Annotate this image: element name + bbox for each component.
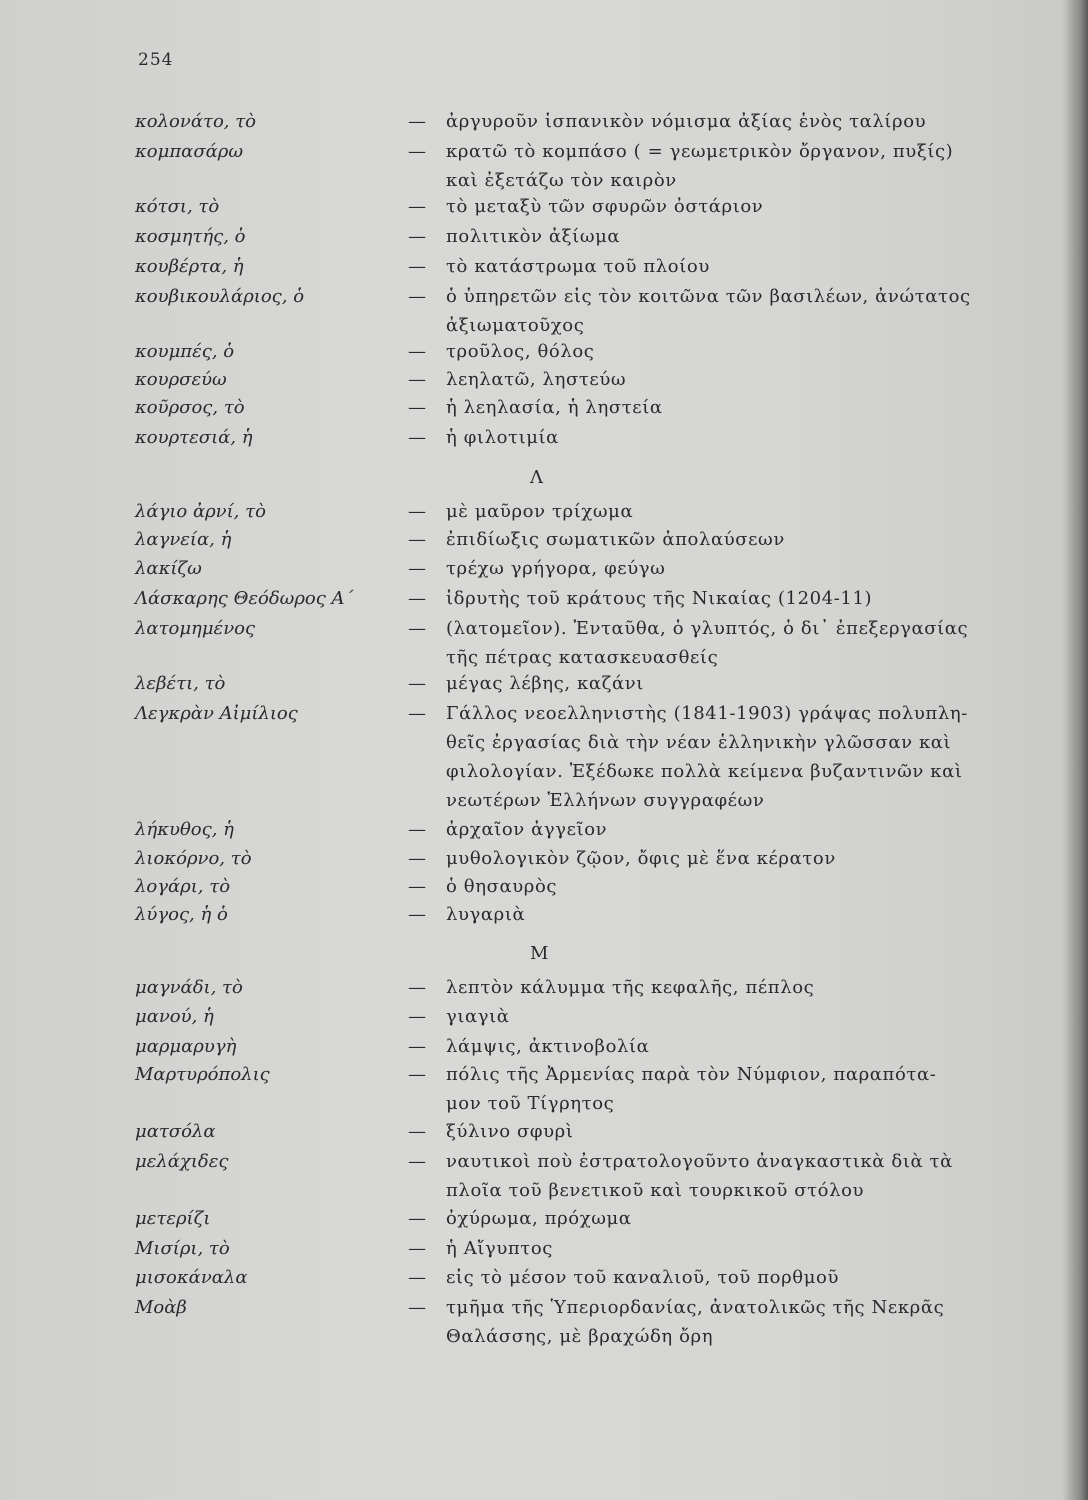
entry-definition: τροῦλος, θόλος xyxy=(446,341,595,362)
glossary-entry xyxy=(0,702,1088,811)
glossary-entry xyxy=(0,285,1088,336)
entry-definition: ἡ φιλοτιμία xyxy=(446,427,559,448)
entry-definition-continuation: μον τοῦ Τίγρητος xyxy=(446,1093,615,1114)
glossary-entry xyxy=(0,396,1088,426)
entry-definition-continuation: ἀξιωματοῦχος xyxy=(446,315,585,336)
entry-dash: — xyxy=(408,1267,426,1288)
glossary-entry xyxy=(0,1120,1088,1150)
glossary-entry xyxy=(0,340,1088,370)
glossary-entry xyxy=(0,557,1088,587)
entry-definition: λυγαριὰ xyxy=(446,904,526,925)
entry-dash: — xyxy=(408,618,426,639)
entry-dash: — xyxy=(408,529,426,550)
entry-definition: ἡ λεηλασία, ἡ ληστεία xyxy=(446,397,663,418)
glossary-entry xyxy=(0,225,1088,255)
entry-definition-continuation: πλοῖα τοῦ βενετικοῦ καὶ τουρκικοῦ στόλου xyxy=(446,1180,865,1201)
entry-dash: — xyxy=(408,904,426,925)
entry-term: μαγνάδι, τὸ xyxy=(135,977,243,998)
entry-dash: — xyxy=(408,196,426,217)
entry-term: λογάρι, τὸ xyxy=(135,876,231,897)
entry-definition: λάμψις, ἀκτινοβολία xyxy=(446,1036,650,1057)
entry-dash: — xyxy=(408,1064,426,1085)
entry-dash: — xyxy=(408,848,426,869)
entry-definition: τρέχω γρήγορα, φεύγω xyxy=(446,558,666,579)
entry-definition: ὁ θησαυρὸς xyxy=(446,876,558,897)
glossary-entry xyxy=(0,1237,1088,1267)
entry-dash: — xyxy=(408,226,426,247)
glossary-entry xyxy=(0,976,1088,1006)
glossary-entry xyxy=(0,500,1088,530)
entry-dash: — xyxy=(408,427,426,448)
entry-definition: ὀχύρωμα, πρόχωμα xyxy=(446,1208,632,1229)
entry-dash: — xyxy=(408,819,426,840)
entry-term: μαρμαρυγὴ xyxy=(135,1036,237,1057)
entry-dash: — xyxy=(408,1238,426,1259)
entry-term: κότσι, τὸ xyxy=(135,196,220,217)
entry-definition: λεηλατῶ, ληστεύω xyxy=(446,369,627,390)
entry-term: λήκυθος, ἡ xyxy=(135,819,234,840)
entry-term: λάγιο ἀρνί, τὸ xyxy=(135,501,266,522)
entry-definition: Γάλλος νεοελληνιστὴς (1841-1903) γράψας πολυπλη- xyxy=(446,703,968,724)
glossary-entry xyxy=(0,528,1088,558)
entry-term: κομπασάρω xyxy=(135,141,244,162)
entry-dash: — xyxy=(408,141,426,162)
entry-dash: — xyxy=(408,369,426,390)
entry-term: κουρσεύω xyxy=(135,369,227,390)
entry-term: λύγος, ἡ ὁ xyxy=(135,904,228,925)
entry-definition: μὲ μαῦρον τρίχωμα xyxy=(446,501,634,522)
entry-definition: κρατῶ τὸ κομπάσο ( = γεωμετρικὸν ὄργανον, πυξίς) xyxy=(446,141,954,162)
glossary-entry xyxy=(0,587,1088,617)
entry-definition: τὸ κατάστρωμα τοῦ πλοίου xyxy=(446,256,710,277)
entry-dash: — xyxy=(408,1151,426,1172)
entry-definition: τὸ μεταξὺ τῶν σφυρῶν ὀστάριον xyxy=(446,196,764,217)
entry-definition: πόλις τῆς Ἀρμενίας παρὰ τὸν Νύμφιον, παραπότα- xyxy=(446,1064,937,1085)
entry-term: Λεγκρὰν Αἰμίλιος xyxy=(135,703,298,724)
entry-term: λακίζω xyxy=(135,558,202,579)
glossary-entry xyxy=(0,1207,1088,1237)
glossary-entry xyxy=(0,617,1088,668)
page-number: 254 xyxy=(138,50,174,70)
entry-dash: — xyxy=(408,1297,426,1318)
entry-definition: ἀργυροῦν ἱσπανικὸν νόμισμα ἀξίας ἑνὸς ταλίρου xyxy=(446,111,927,132)
entry-term: κουμπές, ὁ xyxy=(135,341,235,362)
entry-definition: ἀρχαῖον ἀγγεῖον xyxy=(446,819,608,840)
glossary-entry xyxy=(0,426,1088,456)
entry-dash: — xyxy=(408,876,426,897)
entry-term: λιοκόρνο, τὸ xyxy=(135,848,252,869)
entry-dash: — xyxy=(408,1121,426,1142)
glossary-entry xyxy=(0,1150,1088,1201)
glossary-entry xyxy=(0,1296,1088,1347)
section-letter-heading: Μ xyxy=(530,943,549,964)
entry-dash: — xyxy=(408,341,426,362)
entry-term: λαγνεία, ἡ xyxy=(135,529,232,550)
entry-term: κουβέρτα, ἡ xyxy=(135,256,244,277)
entry-term: κουβικουλάριος, ὁ xyxy=(135,286,305,307)
entry-definition: ναυτικοὶ ποὺ ἐστρατολογοῦντο ἀναγκαστικὰ διὰ τὰ xyxy=(446,1151,953,1172)
glossary-entry xyxy=(0,140,1088,191)
entry-definition-continuation: Θαλάσσης, μὲ βραχώδη ὄρη xyxy=(446,1326,714,1347)
glossary-entry xyxy=(0,110,1088,140)
entry-definition: μέγας λέβης, καζάνι xyxy=(446,673,644,694)
glossary-entry xyxy=(0,847,1088,877)
entry-dash: — xyxy=(408,397,426,418)
entry-definition: ἱδρυτὴς τοῦ κράτους τῆς Νικαίας (1204-11) xyxy=(446,588,873,609)
entry-definition: μυθολογικὸν ζῷον, ὄφις μὲ ἕνα κέρατον xyxy=(446,848,836,869)
entry-definition: ἡ Αἴγυπτος xyxy=(446,1238,553,1259)
entry-term: Μαρτυρόπολις xyxy=(135,1064,270,1085)
entry-definition: ὁ ὑπηρετῶν εἰς τὸν κοιτῶνα τῶν βασιλέων, ἀνώτατος xyxy=(446,286,971,307)
entry-dash: — xyxy=(408,1208,426,1229)
glossary-entry xyxy=(0,903,1088,933)
entry-term: κοῦρσος, τὸ xyxy=(135,397,245,418)
entry-dash: — xyxy=(408,256,426,277)
glossary-entry xyxy=(0,368,1088,398)
glossary-entry xyxy=(0,818,1088,848)
entry-definition: εἰς τὸ μέσον τοῦ καναλιοῦ, τοῦ πορθμοῦ xyxy=(446,1267,839,1288)
entry-term: λεβέτι, τὸ xyxy=(135,673,226,694)
entry-term: Λάσκαρης Θεόδωρος Α΄ xyxy=(135,588,354,609)
entry-definition-continuation: φιλολογίαν. Ἐξέδωκε πολλὰ κείμενα βυζαντινῶν καὶ xyxy=(446,761,963,782)
entry-definition-continuation: τῆς πέτρας κατασκευασθείς xyxy=(446,647,719,668)
glossary-entry xyxy=(0,672,1088,702)
entry-term: κουρτεσιά, ἡ xyxy=(135,427,253,448)
entry-dash: — xyxy=(408,673,426,694)
entry-definition: γιαγιὰ xyxy=(446,1006,510,1027)
entry-definition: (λατομεῖον). Ἐνταῦθα, ὁ γλυπτός, ὁ δι᾽ ἐπεξεργασίας xyxy=(446,618,969,639)
entry-term: ματσόλα xyxy=(135,1121,216,1142)
entry-dash: — xyxy=(408,1036,426,1057)
glossary-entry xyxy=(0,1266,1088,1296)
entry-term: μελάχιδες xyxy=(135,1151,229,1172)
glossary-entry xyxy=(0,1063,1088,1114)
entry-definition: πολιτικὸν ἀξίωμα xyxy=(446,226,621,247)
entry-definition: λεπτὸν κάλυμμα τῆς κεφαλῆς, πέπλος xyxy=(446,977,815,998)
entry-definition-continuation: θεῖς ἐργασίας διὰ τὴν νέαν ἑλληνικὴν γλῶσσαν καὶ xyxy=(446,732,952,753)
entry-term: Μοὰβ xyxy=(135,1297,187,1318)
entry-definition: ξύλινο σφυρὶ xyxy=(446,1121,574,1142)
entry-term: κοσμητής, ὁ xyxy=(135,226,246,247)
glossary-entry xyxy=(0,255,1088,285)
entry-dash: — xyxy=(408,501,426,522)
entry-definition-continuation: νεωτέρων Ἑλλήνων συγγραφέων xyxy=(446,790,765,811)
entry-definition: τμῆμα τῆς Ὑπεριορδανίας, ἀνατολικῶς τῆς Νεκρᾶς xyxy=(446,1297,945,1318)
entry-definition-continuation: καὶ ἐξετάζω τὸν καιρὸν xyxy=(446,170,677,191)
entry-dash: — xyxy=(408,703,426,724)
section-letter-heading: Λ xyxy=(530,467,543,488)
entry-dash: — xyxy=(408,111,426,132)
entry-dash: — xyxy=(408,588,426,609)
entry-term: λατομημένος xyxy=(135,618,256,639)
glossary-entry xyxy=(0,195,1088,225)
entry-term: κολονάτο, τὸ xyxy=(135,111,257,132)
entry-term: Μισίρι, τὸ xyxy=(135,1238,230,1259)
glossary-entry xyxy=(0,1005,1088,1035)
entry-dash: — xyxy=(408,977,426,998)
glossary-entry xyxy=(0,875,1088,905)
entry-dash: — xyxy=(408,1006,426,1027)
entry-term: μανού, ἡ xyxy=(135,1006,214,1027)
entry-dash: — xyxy=(408,286,426,307)
entry-term: μισοκάναλα xyxy=(135,1267,248,1288)
entry-dash: — xyxy=(408,558,426,579)
entry-definition: ἐπιδίωξις σωματικῶν ἀπολαύσεων xyxy=(446,529,785,550)
entry-term: μετερίζι xyxy=(135,1208,211,1229)
glossary-entry xyxy=(0,1035,1088,1065)
